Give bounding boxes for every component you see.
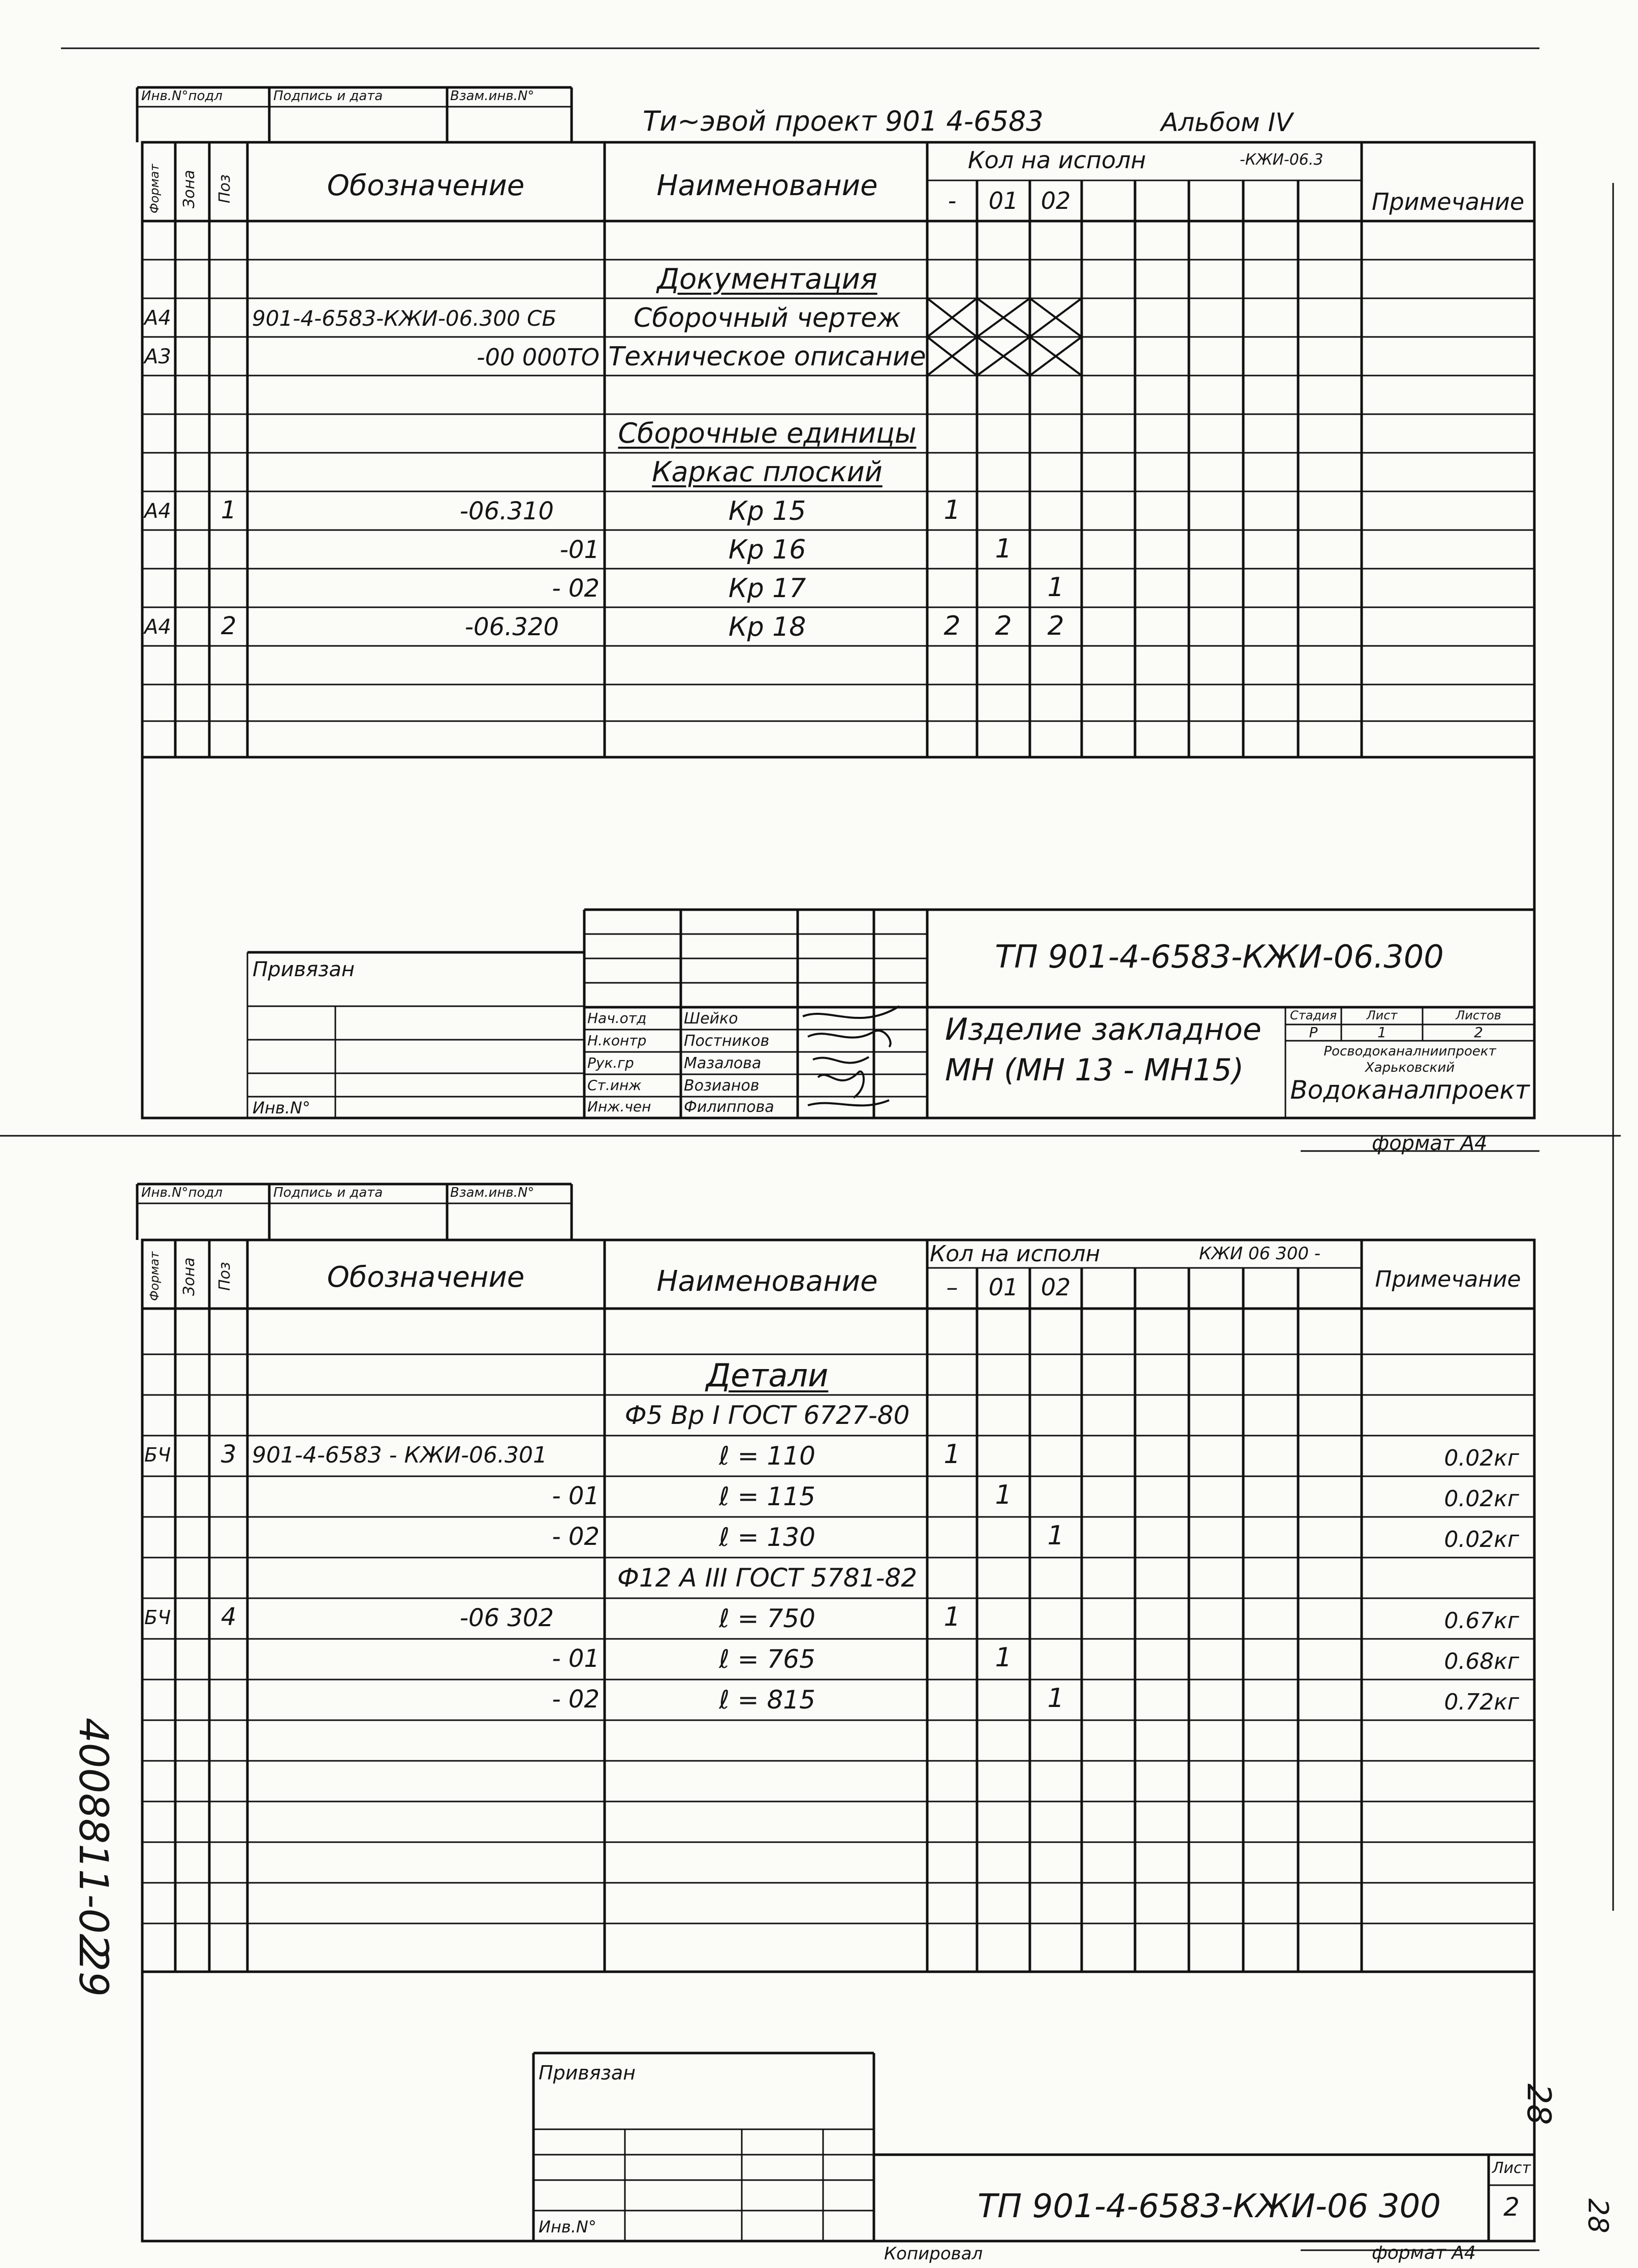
section-documentation: Документация xyxy=(657,263,877,296)
person-4: Возианов xyxy=(684,1077,760,1095)
col-note-header: Примечание xyxy=(1375,1266,1521,1292)
row-name: Техническое описание xyxy=(608,341,926,372)
col-name-header: Наименование xyxy=(656,169,878,202)
row-format: А4 xyxy=(144,615,171,639)
row-note: 0.68кг xyxy=(1444,1649,1519,1674)
row-designation: - 02 xyxy=(552,574,600,603)
row-qty-base: 2 xyxy=(943,611,961,641)
row-format: А3 xyxy=(144,345,171,368)
role-head: Нач.отд xyxy=(587,1010,647,1027)
inv-label: Инв.N° xyxy=(539,2217,596,2236)
stage-label: Стадия xyxy=(1289,1008,1337,1022)
person-1: Шейко xyxy=(684,1010,738,1028)
stamp-sign-label: Подпись и дата xyxy=(273,1185,383,1200)
section-parts: Детали xyxy=(706,1357,829,1394)
subsection-flat-frame: Каркас плоский xyxy=(652,456,883,488)
row-format: БЧ xyxy=(144,1444,171,1466)
qty-col-dash: - xyxy=(948,187,957,214)
row-qty-01: 1 xyxy=(995,534,1012,564)
row-name: Кр 15 xyxy=(728,496,806,526)
role-senior: Ст.инж xyxy=(587,1077,642,1094)
sheet-label: Лист xyxy=(1492,2159,1531,2177)
person-5: Филиппова xyxy=(684,1098,774,1116)
album-label: Альбом IV xyxy=(1161,108,1293,137)
drawing-code: ТП 901-4-6583-КЖИ-06.300 xyxy=(995,938,1444,975)
row-designation: - 02 xyxy=(552,1685,600,1714)
row-qty-01: 1 xyxy=(995,1642,1012,1673)
material-spec: Ф5 Вр I ГОСТ 6727-80 xyxy=(624,1401,910,1430)
row-qty-base: 1 xyxy=(943,1439,961,1470)
col-pos-header: Поз xyxy=(216,1262,234,1291)
col-zone-header: Зона xyxy=(180,1257,198,1296)
stamp-sign-label: Подпись и дата xyxy=(273,88,383,104)
row-designation: - 01 xyxy=(552,1644,600,1673)
row-designation: 901-4-6583 - КЖИ-06.301 xyxy=(252,1442,547,1468)
row-designation: -00 000ТО xyxy=(477,344,600,371)
row-format: БЧ xyxy=(144,1606,171,1629)
qty-col-01: 01 xyxy=(988,187,1019,214)
row-format: А4 xyxy=(144,500,171,523)
bound-label: Привязан xyxy=(253,958,355,981)
item-title-line1: Изделие закладное xyxy=(945,1012,1262,1047)
row-qty-02: 1 xyxy=(1047,1520,1064,1551)
row-qty-01: 1 xyxy=(995,1480,1012,1510)
copied-label: Копировал xyxy=(884,2244,983,2264)
row-name: ℓ = 750 xyxy=(719,1604,815,1633)
row-name: ℓ = 115 xyxy=(719,1482,815,1511)
col-designation-header: Обозначение xyxy=(327,169,525,202)
qty-col-dash: – xyxy=(946,1273,958,1301)
row-note: 0.02кг xyxy=(1444,1527,1519,1552)
row-designation: - 02 xyxy=(552,1523,600,1551)
qty-col-01: 01 xyxy=(988,1273,1019,1301)
person-3: Мазалова xyxy=(684,1054,762,1072)
row-name: Кр 18 xyxy=(728,612,806,642)
item-title-line2: МН (МН 13 - МН15) xyxy=(945,1052,1244,1088)
col-format-header: Формат xyxy=(147,164,162,213)
col-note-header: Примечание xyxy=(1371,188,1525,215)
sheets-label: Листов xyxy=(1456,1008,1501,1022)
row-designation: -06.320 xyxy=(464,613,559,641)
row-designation: - 01 xyxy=(552,1482,600,1510)
col-zone-header: Зона xyxy=(180,170,198,208)
inv-label: Инв.N° xyxy=(253,1098,310,1117)
col-name-header: Наименование xyxy=(656,1265,878,1298)
row-name: Сборочный чертеж xyxy=(634,303,901,333)
row-pos: 4 xyxy=(220,1603,237,1631)
format-label: формат А4 xyxy=(1372,2243,1476,2263)
org-line2: Харьковский xyxy=(1365,1060,1455,1075)
row-name: ℓ = 815 xyxy=(719,1685,815,1715)
signatures xyxy=(798,996,909,1118)
stamp-replace-label: Взам.инв.N° xyxy=(450,88,534,104)
drawing-code: ТП 901-4-6583-КЖИ-06 300 xyxy=(978,2188,1441,2225)
qty-suffix: КЖИ 06 300 - xyxy=(1199,1244,1321,1264)
sheet-label: Лист xyxy=(1366,1008,1398,1022)
stamp-inv-label: Инв.N°подл xyxy=(141,1185,223,1200)
person-2: Постников xyxy=(684,1032,770,1050)
row-qty-02: 2 xyxy=(1047,611,1064,641)
project-header: Ти~эвой проект 901 4-6583 xyxy=(643,105,1044,137)
role-norm: Н.контр xyxy=(587,1032,647,1049)
row-name: ℓ = 765 xyxy=(719,1644,815,1674)
row-name: ℓ = 130 xyxy=(719,1523,815,1552)
row-qty-02: 1 xyxy=(1047,572,1064,603)
row-pos: 3 xyxy=(220,1440,237,1469)
col-format-header: Формат xyxy=(147,1251,162,1301)
role-group: Рук.гр xyxy=(587,1054,634,1071)
row-format: А4 xyxy=(144,306,171,330)
stamp-inv-label: Инв.N°подл xyxy=(141,88,223,104)
row-pos: 1 xyxy=(220,496,237,524)
row-designation: -06 302 xyxy=(459,1604,554,1632)
row-note: 0.02кг xyxy=(1444,1445,1519,1471)
row-note: 0.67кг xyxy=(1444,1608,1519,1634)
material-spec: Ф12 А III ГОСТ 5781-82 xyxy=(617,1563,918,1593)
bound-label: Привязан xyxy=(539,2062,636,2084)
archive-page: 29 xyxy=(70,1946,116,1997)
row-name: Кр 17 xyxy=(728,573,806,604)
role-eng: Инж.чен xyxy=(587,1098,651,1115)
col-pos-header: Поз xyxy=(216,174,234,203)
qty-col-02: 02 xyxy=(1041,187,1071,214)
row-name: ℓ = 110 xyxy=(719,1441,815,1471)
qty-suffix: -КЖИ-06.3 xyxy=(1240,151,1324,169)
page-number-small: 28 xyxy=(1582,2198,1614,2233)
row-designation: 901-4-6583-КЖИ-06.300 СБ xyxy=(252,306,557,331)
row-qty-01: 2 xyxy=(995,611,1012,641)
row-pos: 2 xyxy=(220,612,237,640)
stamp-replace-label: Взам.инв.N° xyxy=(450,1185,534,1200)
org-line1: Росводоканалниипроект xyxy=(1324,1044,1496,1059)
row-note: 0.02кг xyxy=(1444,1486,1519,1512)
archive-number: 4008811-02 xyxy=(70,1718,116,1959)
qty-col-02: 02 xyxy=(1041,1273,1071,1301)
row-name: Кр 16 xyxy=(728,535,806,565)
col-designation-header: Обозначение xyxy=(327,1261,525,1294)
row-qty-base: 1 xyxy=(943,1602,961,1632)
sheet-value: 1 xyxy=(1377,1024,1387,1041)
org-line3: Водоканалпроект xyxy=(1290,1075,1530,1105)
row-designation: -01 xyxy=(559,536,600,564)
row-qty-02: 1 xyxy=(1047,1683,1064,1714)
row-qty-base: 1 xyxy=(943,495,961,525)
qty-header: Кол на исполн xyxy=(968,146,1146,174)
section-assembly-units: Сборочные единицы xyxy=(618,417,917,449)
sheet-value: 2 xyxy=(1503,2192,1520,2222)
format-label: формат А4 xyxy=(1372,1132,1488,1155)
sheets-value: 2 xyxy=(1474,1024,1483,1041)
row-designation: -06.310 xyxy=(459,497,554,525)
row-note: 0.72кг xyxy=(1444,1689,1519,1715)
qty-header: Кол на исполн xyxy=(930,1241,1100,1267)
stage-value: Р xyxy=(1309,1024,1318,1041)
page-number: 28 xyxy=(1520,2084,1557,2125)
